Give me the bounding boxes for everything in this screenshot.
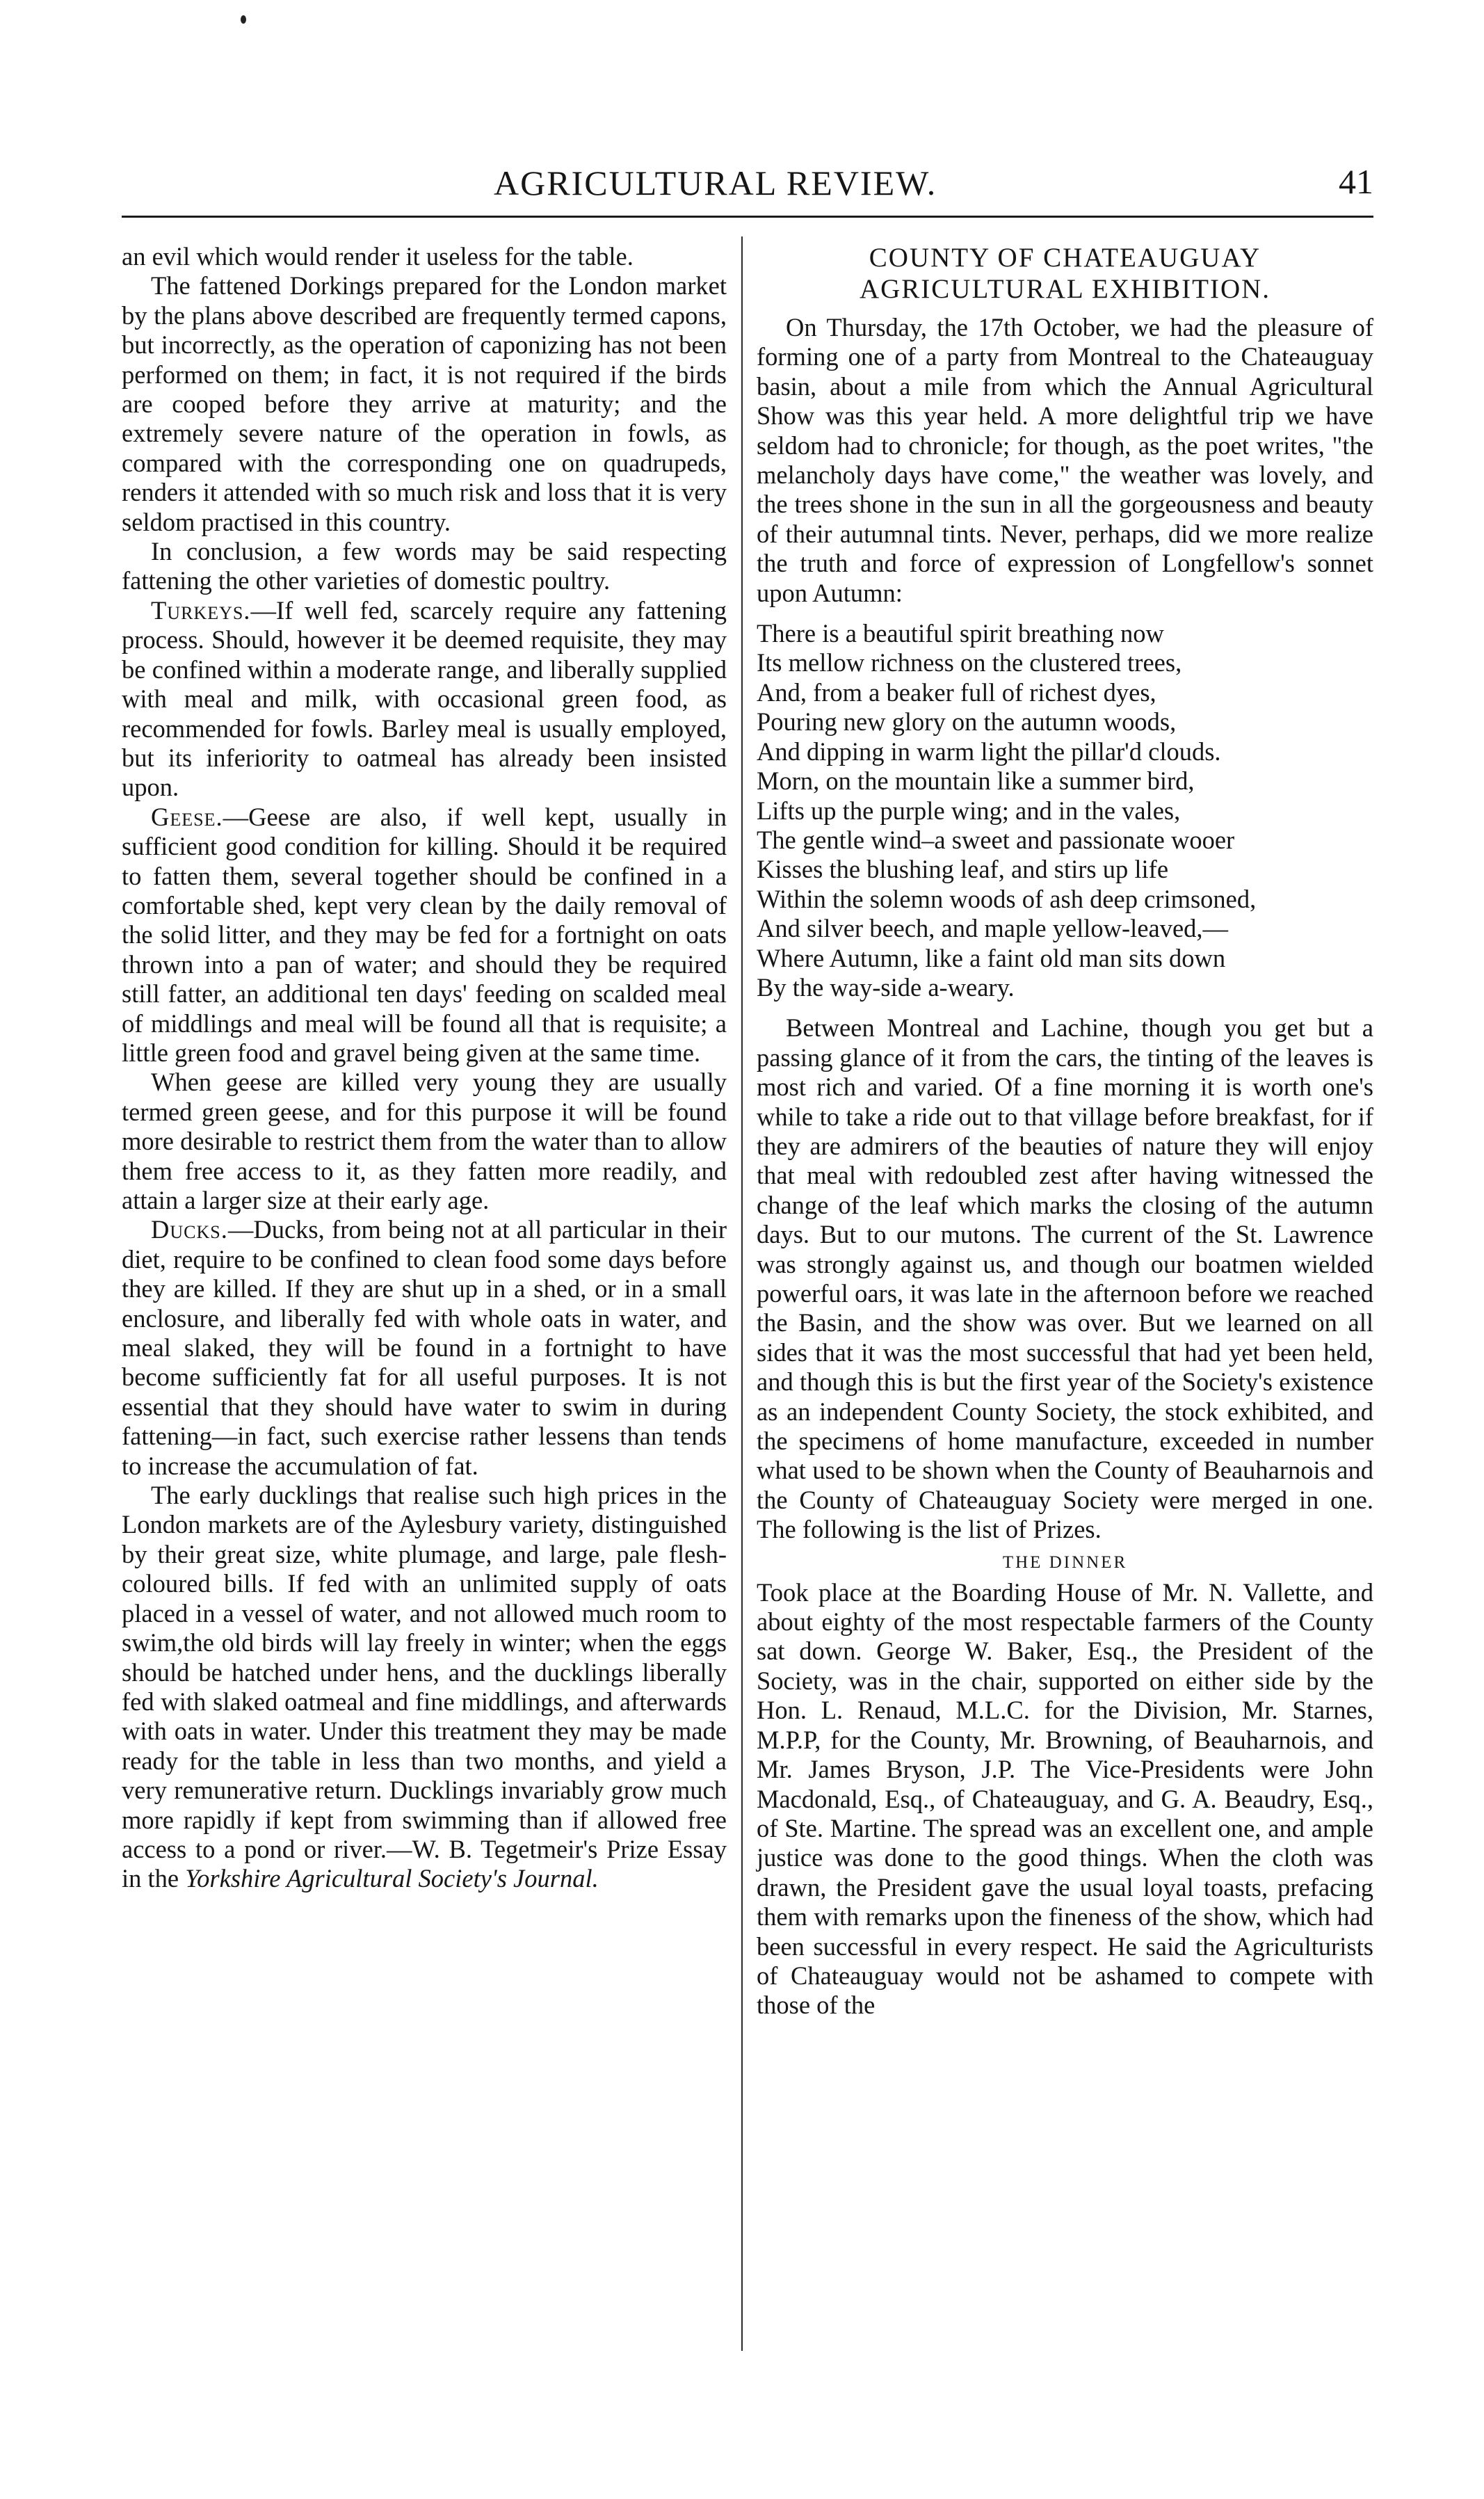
poem-line: By the way-side a-weary. (757, 972, 1015, 1002)
paragraph-text: —Ducks, from being not at all particular in their diet, require to be confined to clean food some days before they are killed. If they are shut up in a shed, or in a small enclosure, and liberally fed with whole oats in water, and meal slaked, they will be found in a fortnight to have become sufficiently fat for all useful purposes. It is not essential that they should have water to swim in during fattening—in fact, such exercise rather lessens than tends to increase the accumulation of fat. (122, 1215, 727, 1480)
poem (757, 619, 1373, 1002)
section-heading-dinner: THE DINNER (1002, 1552, 1128, 1572)
paragraph: On Thursday, the 17th October, we had the pleasure of forming one of a party from Montreal to the Chateauguay basin, about a mile from which the Annual Agricultural Show was this year held. A more delightful trip we have seldom had to chronicle; for though, as the poet writes, "the melancholy days have come," the weather was lovely, and the trees shone in the sun in all the gorgeousness and beauty of their autumnal tints. Never, perhaps, did we more realize the truth and force of expression of Longfellow's sonnet upon Autumn: (757, 313, 1373, 607)
poem-line: Morn, on the mountain like a summer bird, (757, 766, 1195, 796)
poem-line: And silver beech, and maple yellow-leaved,— (757, 914, 1229, 943)
poem-line: Pouring new glory on the autumn woods, (757, 707, 1177, 737)
paragraph-text: The early ducklings that realise such high prices in the London markets are of the Aylesbury variety, distinguished by their great size, white plumage, and large, pale flesh-coloured bills. If fed with an unlimited supply of oats placed in a vessel of water, and not allowed much room to swim,the old birds will lay freely in winter; when the eggs should be hatched under hens, and the ducklings liberally fed with slaked oatmeal and fine middlings, and afterwards with oats in water. Under this treatment they may be made ready for the table in less than two months, and yield a very remunerative return. Ducklings invariably grow much more rapidly if kept from swimming than if allowed free access to a pond or river.—W. B. Tegetmeir's Prize Essay in the (122, 1481, 727, 1893)
paragraph: In conclusion, a few words may be said respecting fattening the other varieties of domestic poultry. (122, 537, 727, 595)
run-in-heading-ducks: Ducks. (151, 1215, 228, 1244)
left-column (122, 242, 727, 1894)
paragraph: an evil which would render it useless for the table. (122, 242, 634, 271)
paragraph: Between Montreal and Lachine, though you get but a passing glance of it from the cars, the tinting of the leaves is most rich and varied. Of a fine morning it is worth one's while to take a ride out to that village before breakfast, for if they are admirers of the beauties of nature they will enjoy that meal with redoubled zest after having witnessed the change of the leaf which marks the closing of the autumn days. But to our mutons. The current of the St. Lawrence was strongly against us, and though our boatmen wielded powerful oars, it was late in the afternoon before we reached the Basin, and the show was over. But we learned on all sides that it was the most successful that had yet been held, and though this is but the first year of the Society's existence as an independent County Society, the stock exhibited, and the specimens of home manufacture, exceeded in number what used to be shown when the County of Beauharnois and the County of Chateauguay Society were merged in one. The following is the list of Prizes. (757, 1013, 1373, 1544)
header-rule (122, 216, 1373, 218)
poem-line: And, from a beaker full of richest dyes, (757, 677, 1156, 707)
paragraph: The fattened Dorkings prepared for the London market by the plans above described are frequently termed capons, but incorrectly, as the operation of caponizing has not been performed on them; in fact, it is not required if the birds are cooped before they arrive at maturity; and the extremely severe nature of the operation in fowls, as compared with the corresponding one on quadrupeds, renders it attended with so much risk and loss that it is very seldom practised in this country. (122, 271, 727, 536)
source-citation: Yorkshire Agricultural Society's Journal. (185, 1864, 599, 1893)
poem-line: The gentle wind–a sweet and passionate wooer (757, 825, 1235, 854)
right-column (757, 242, 1373, 2020)
run-in-heading-turkeys: Turkeys. (151, 595, 251, 625)
poem-line: Within the solemn woods of ash deep crimsoned, (757, 884, 1257, 913)
page-header (122, 159, 1373, 209)
paragraph-ducks (122, 1215, 727, 1481)
ink-speck (241, 15, 246, 24)
paragraph-ducklings (122, 1481, 727, 1894)
run-in-heading-geese: Geese. (151, 802, 223, 831)
poem-line: And dipping in warm light the pillar'd clouds. (757, 737, 1221, 766)
poem-line: Kisses the blushing leaf, and stirs up life (757, 855, 1169, 884)
paragraph-turkeys (122, 596, 727, 803)
poem-line: There is a beautiful spirit breathing now (757, 619, 1164, 648)
paragraph-text: —If well fed, scarcely require any fattening process. Should, however it be deemed requisite, they may be confined within a moderate range, and liberally supplied with meal and milk, with occasional green food, as recommended for fowls. Barley meal is usually employed, but its inferiority to oatmeal has already been insisted upon. (122, 595, 727, 802)
paragraph: When geese are killed very young they are usually termed green geese, and for this purpose it will be found more desirable to restrict them from the water than to allow them free access to it, as they fatten more readily, and attain a larger size at their early age. (122, 1068, 727, 1214)
article-heading: COUNTY OF CHATEAUGUAY AGRICULTURAL EXHIBITION. (859, 243, 1271, 304)
poem-line: Where Autumn, like a faint old man sits down (757, 943, 1226, 972)
poem-line: Lifts up the purple wing; and in the vales, (757, 796, 1181, 825)
paragraph-geese (122, 803, 727, 1068)
poem-line: Its mellow richness on the clustered trees, (757, 648, 1182, 677)
running-title: AGRICULTURAL REVIEW. (494, 163, 937, 202)
paragraph-text: —Geese are also, if well kept, usually in sufficient good condition for killing. Should it be required to fatten them, several together should be confined in a comfortable shed, kept very clean by the daily removal of the solid litter, and they may be fed for a fortnight on oats thrown into a pan of water; and should they be required still fatter, an additional ten days' feeding on scalded meal of middlings and meal will be found all that is requisite; a little green food and gravel being given at the same time. (122, 802, 727, 1067)
page-number: 41 (1339, 162, 1373, 201)
paragraph: Took place at the Boarding House of Mr. N. Vallette, and about eighty of the most respectable farmers of the County sat down. George W. Baker, Esq., the President of the Society, was in the chair, supported on either side by the Hon. L. Renaud, M.L.C. for the Division, Mr. Starnes, M.P.P, for the County, Mr. Browning, of Beauharnois, and Mr. James Bryson, J.P. The Vice-Presidents were John Macdonald, Esq., of Chateauguay, and G. A. Beaudry, Esq., of Ste. Martine. The spread was an excellent one, and ample justice was done to the good things. When the cloth was drawn, the President gave the usual loyal toasts, prefacing them with remarks upon the fineness of the show, which had been successful in every respect. He said the Agriculturists of Chateauguay would not be ashamed to compete with those of the (757, 1577, 1373, 2020)
column-divider (741, 236, 743, 2351)
